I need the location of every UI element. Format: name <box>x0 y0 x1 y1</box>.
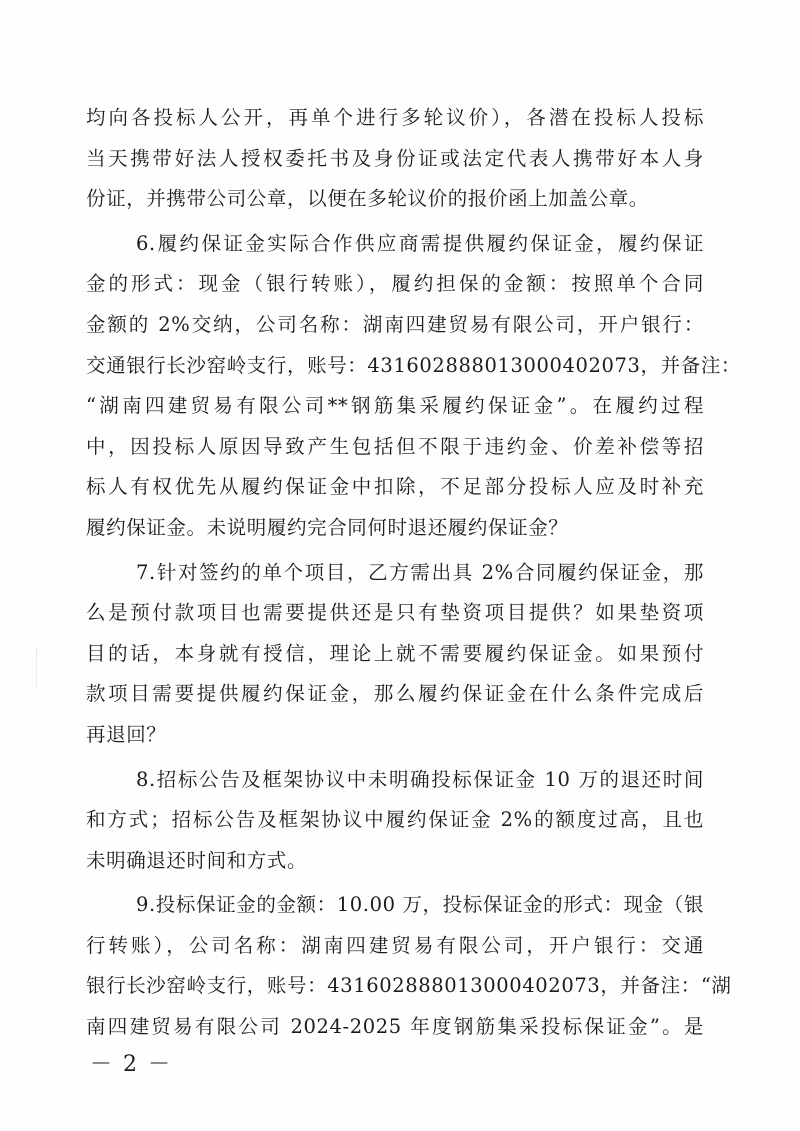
text-line: 交通银行长沙窑岭支行，账号：431602888013000402073，并备注： <box>86 353 742 377</box>
page-number: － 2 － <box>90 1052 172 1077</box>
text-line: 再退回？ <box>86 722 167 746</box>
text-line: 6.履约保证金实际合作供应商需提供履约保证金，履约保证 <box>136 231 704 255</box>
text-line: 当天携带好法人授权委托书及身份证或法定代表人携带好本人身 <box>86 146 704 170</box>
text-line: 南四建贸易有限公司 2024-2025 年度钢筋集采投标保证金”。是 <box>86 1015 704 1039</box>
text-line: 均向各投标人公开，再单个进行多轮议价），各潜在投标人投标 <box>86 106 704 129</box>
text-line: 行转账），公司名称：湖南四建贸易有限公司，开户银行：交通 <box>86 933 704 957</box>
text-line: 份证，并携带公司公章，以便在多轮议价的报价函上加盖公章。 <box>86 187 649 211</box>
paragraph-item-7 <box>86 553 704 756</box>
paragraph-item-6 <box>86 224 742 549</box>
text-line: 和方式；招标公告及框架协议中履约保证金 2%的额度过高，且也 <box>86 808 704 832</box>
text-line: 款项目需要提供履约保证金，那么履约保证金在什么条件完成后 <box>86 682 704 706</box>
binding-mark <box>36 648 43 688</box>
paragraph-item-9 <box>86 885 732 1047</box>
paragraph-item-8 <box>86 760 704 882</box>
text-line: 中，因投标人原因导致产生包括但不限于违约金、价差补偿等招 <box>86 434 704 458</box>
text-line: 么是预付款项目也需要提供还是只有垫资项目提供？如果垫资项 <box>86 601 704 625</box>
text-line: 标人有权优先从履约保证金中扣除，不足部分投标人应及时补充 <box>86 475 704 499</box>
text-line: 7.针对签约的单个项目，乙方需出具 2%合同履约保证金，那 <box>136 560 704 584</box>
text-line: 履约保证金。未说明履约完合同何时退还履约保证金？ <box>86 515 569 539</box>
text-line: 未明确退还时间和方式。 <box>86 848 308 872</box>
text-line: 金的形式：现金（银行转账），履约担保的金额：按照单个合同 <box>86 272 704 296</box>
text-line: 银行长沙窑岭支行，账号：431602888013000402073，并备注：“湖 <box>86 974 732 998</box>
document-body <box>86 98 742 1048</box>
text-line: 8.招标公告及框架协议中未明确投标保证金 10 万的退还时间 <box>136 767 704 791</box>
text-line: “湖南四建贸易有限公司**钢筋集采履约保证金”。在履约过程 <box>86 394 704 418</box>
text-line: 9.投标保证金的金额：10.00 万，投标保证金的形式：现金（银 <box>136 893 704 917</box>
text-line: 金额的 2%交纳，公司名称：湖南四建贸易有限公司，开户银行： <box>86 312 704 336</box>
text-line: 目的话，本身就有授信，理论上就不需要履约保证金。如果预付 <box>86 641 704 665</box>
paragraph-continuation <box>86 98 704 220</box>
